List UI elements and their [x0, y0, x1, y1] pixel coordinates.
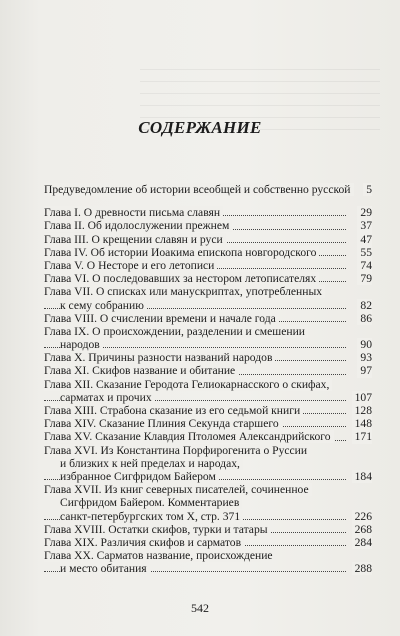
- toc-entry-title: Глава XVII. Из книг северных писателей, сочиненное: [44, 483, 312, 496]
- toc-entry-page: 79: [357, 272, 372, 285]
- toc-entry-page: 107: [352, 391, 372, 404]
- toc-entry-title: Предуведомление об истории всеобщей и собственно русской: [44, 183, 354, 196]
- toc-entry: [44, 364, 372, 377]
- toc-entry-title: Глава XIII. Страбона сказание из его седьмой книги: [44, 404, 303, 417]
- toc-entry: [44, 259, 372, 272]
- toc-entry: [44, 378, 372, 404]
- toc-entry: [44, 351, 372, 364]
- toc-entry-title: Глава XI. Скифов название и обитание: [44, 364, 238, 377]
- toc-entry-page: 148: [352, 417, 372, 430]
- toc-entry-title: народов: [60, 338, 103, 351]
- toc-entry-page: 37: [357, 219, 372, 232]
- toc-entry: [44, 246, 372, 259]
- toc-entry-title: Глава IV. Об истории Иоакима епископа новгородского: [44, 246, 319, 259]
- toc-entry-title: Глава VII. О списках или манускриптах, употребленных: [44, 285, 325, 298]
- toc-entry-page: 268: [352, 523, 372, 536]
- toc-entry: [44, 312, 372, 325]
- toc-entry: [44, 549, 372, 575]
- toc-entry-page: 90: [357, 338, 372, 351]
- toc-entry-title: и место обитания: [60, 562, 150, 575]
- toc-entry-title: Глава I. О древности письма славян: [44, 206, 223, 219]
- toc-entry-title: к сему собранию: [60, 299, 147, 312]
- toc-entry-page: 55: [357, 246, 372, 259]
- page-title: СОДЕРЖАНИЕ: [138, 118, 262, 137]
- toc-entry: [44, 430, 372, 443]
- toc-entry-title: Глава XVIII. Остатки скифов, турки и татары: [44, 523, 271, 536]
- toc-entry: [44, 233, 372, 246]
- toc-entry-page: 74: [357, 259, 372, 272]
- toc-entry-page: 82: [357, 299, 372, 312]
- toc-entry-title: Глава XIX. Различия скифов и сарматов: [44, 536, 244, 549]
- toc-entry-title: избранное Сигфридом Байером: [60, 470, 219, 483]
- toc-entry: [44, 417, 372, 430]
- toc-entry-title: Глава XVI. Из Константина Порфирогенита о Руссии: [44, 444, 310, 457]
- toc-entry: [44, 536, 372, 549]
- toc-entry-title: Глава VIII. О счислении времени и начале года: [44, 312, 279, 325]
- toc-entry-page: 284: [352, 536, 372, 549]
- toc-entry-title: Глава II. Об идолослужении прежнем: [44, 219, 232, 232]
- page-number: 542: [191, 601, 209, 615]
- toc-entry-title: сарматах и прочих: [60, 391, 155, 404]
- toc-entry-page: 171: [352, 430, 372, 443]
- table-of-contents: [44, 183, 372, 575]
- toc-entry-title: Глава V. О Несторе и его летописи: [44, 259, 217, 272]
- toc-entry-page: 86: [357, 312, 372, 325]
- toc-entry-page: 226: [352, 510, 372, 523]
- toc-entry-page: 128: [352, 404, 372, 417]
- toc-entry: [44, 483, 372, 523]
- toc-entry-page: 5: [363, 183, 372, 196]
- toc-entry: [44, 272, 372, 285]
- toc-entry-page: 29: [357, 206, 372, 219]
- toc-entry-page: 288: [352, 562, 372, 575]
- toc-entry: [44, 523, 372, 536]
- toc-entry-title: Глава XII. Сказание Геродота Гелиокарнасского о скифах,: [44, 378, 332, 391]
- toc-entry: [44, 206, 372, 219]
- toc-entry-title: и близких к ней пределах и народах,: [60, 457, 243, 470]
- toc-entry: [44, 285, 372, 311]
- toc-entry-title: Глава VI. О последовавших за нестором летописателях: [44, 272, 319, 285]
- toc-entry-title: Глава XIV. Сказание Плиния Секунда старшего: [44, 417, 282, 430]
- toc-entry-title: Глава XX. Сарматов название, происхождение: [44, 549, 276, 562]
- toc-entry: [44, 444, 372, 484]
- toc-entry: [44, 183, 372, 196]
- toc-entry-page: 97: [357, 364, 372, 377]
- toc-entry-page: 93: [357, 351, 372, 364]
- toc-entry-title: Глава III. О крещении славян и руси: [44, 233, 226, 246]
- toc-entry-page: 47: [357, 233, 372, 246]
- toc-entry-title: Сигфридом Байером. Комментариев: [60, 496, 242, 509]
- toc-entry-title: Глава X. Причины разности названий народов: [44, 351, 275, 364]
- toc-entry-title: Глава XV. Сказание Клавдия Птоломея Александрийского: [44, 430, 334, 443]
- toc-entry: [44, 325, 372, 351]
- toc-entry-title: санкт-петербургских том X, стр. 371: [60, 510, 243, 523]
- toc-entry: [44, 219, 372, 232]
- toc-entry-page: 184: [352, 470, 372, 483]
- toc-entry-title: Глава IX. О происхождении, разделении и смешении: [44, 325, 308, 338]
- toc-entry: [44, 404, 372, 417]
